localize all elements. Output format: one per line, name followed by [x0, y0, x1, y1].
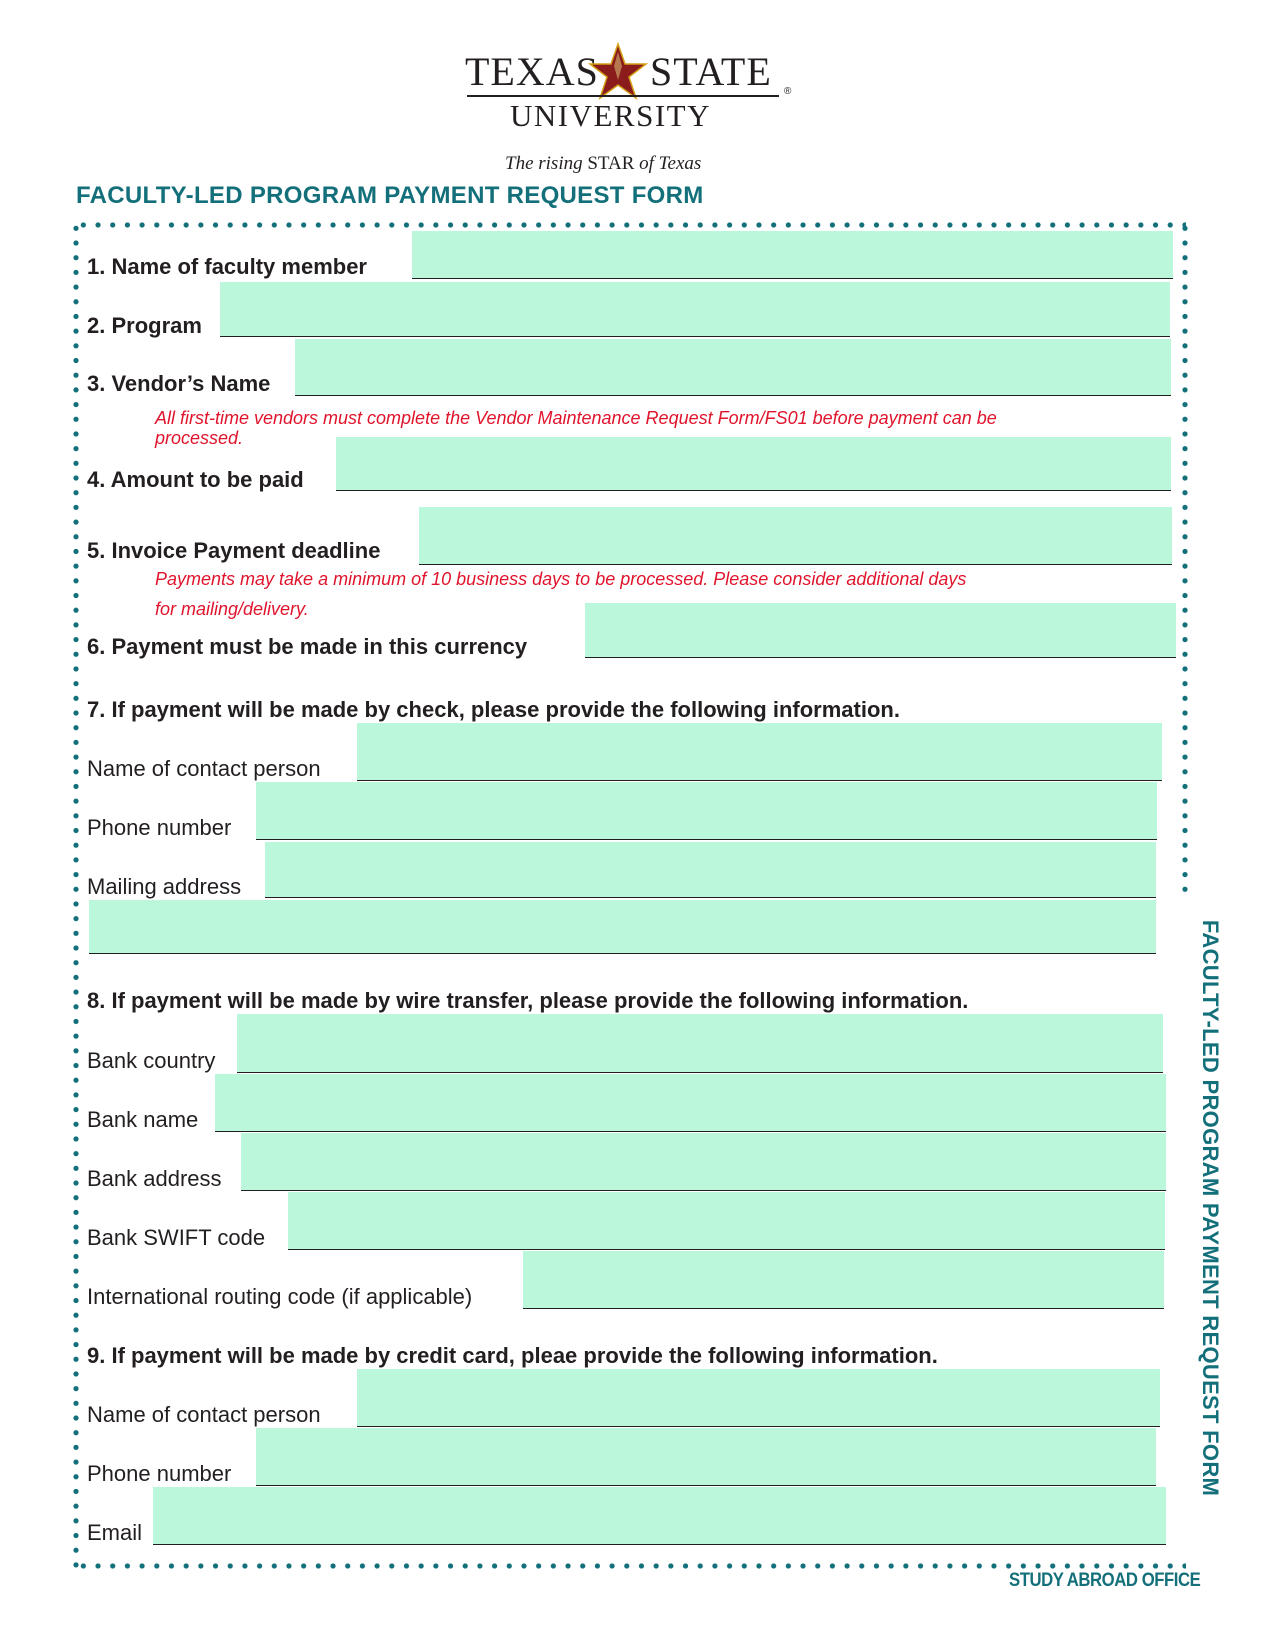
check-address-label: Mailing address [87, 874, 242, 899]
logo-state-text: STATE [650, 49, 772, 94]
credit-contact-field[interactable] [357, 1369, 1160, 1427]
bank-name-label: Bank name [87, 1107, 199, 1132]
check-contact-field[interactable] [357, 723, 1162, 781]
credit-phone-field[interactable] [256, 1428, 1156, 1486]
faculty-member-field[interactable] [412, 231, 1173, 279]
vendor-name-field[interactable] [295, 339, 1171, 396]
check-phone-field[interactable] [256, 782, 1157, 840]
logo-rule [467, 95, 779, 97]
routing-code-field[interactable] [523, 1251, 1164, 1309]
check-address-field[interactable] [265, 842, 1156, 898]
vendor-name-label: 3. Vendor’s Name [87, 371, 271, 396]
deadline-field[interactable] [419, 507, 1172, 565]
credit-email-field[interactable] [153, 1487, 1166, 1545]
deadline-note-line2: for mailing/delivery. [155, 599, 309, 619]
bank-country-label: Bank country [87, 1048, 216, 1073]
bank-swift-label: Bank SWIFT code [87, 1225, 266, 1250]
credit-contact-label: Name of contact person [87, 1402, 321, 1427]
form-title: FACULTY-LED PROGRAM PAYMENT REQUEST FORM [76, 182, 704, 209]
frame-border-left [72, 221, 80, 1570]
currency-label: 6. Payment must be made in this currency [87, 634, 528, 659]
bank-country-field[interactable] [237, 1014, 1163, 1073]
faculty-member-label: 1. Name of faculty member [87, 254, 367, 279]
logo-texas-text: TEXAS [465, 49, 599, 94]
deadline-label: 5. Invoice Payment deadline [87, 538, 381, 563]
amount-label: 4. Amount to be paid [87, 467, 304, 492]
star-icon [588, 42, 648, 102]
check-heading: 7. If payment will be made by check, please provide the following information. [87, 697, 900, 722]
program-field[interactable] [220, 282, 1170, 337]
bank-swift-field[interactable] [288, 1192, 1165, 1250]
bank-address-field[interactable] [241, 1133, 1166, 1191]
check-contact-label: Name of contact person [87, 756, 321, 781]
currency-field[interactable] [585, 603, 1176, 658]
amount-field[interactable] [336, 437, 1171, 491]
logo-university-text: UNIVERSITY [510, 98, 711, 133]
bank-name-field[interactable] [215, 1074, 1166, 1132]
frame-border-top [76, 221, 1186, 229]
routing-code-label: International routing code (if applicable) [87, 1284, 473, 1309]
vendor-note-line2: processed. [155, 428, 244, 448]
university-logo [0, 40, 1275, 180]
check-phone-label: Phone number [87, 815, 232, 840]
credit-phone-label: Phone number [87, 1461, 232, 1486]
vendor-note: All first-time vendors must complete the Vendor Maintenance Request Form/FS01 before payment can be [155, 408, 997, 428]
frame-border-right [1181, 221, 1189, 896]
footer-office: STUDY ABROAD OFFICE [1009, 1570, 1201, 1591]
credit-email-label: Email [87, 1520, 143, 1545]
credit-heading: 9. If payment will be made by credit card, pleae provide the following information. [87, 1343, 938, 1368]
check-address-field-line2[interactable] [89, 900, 1156, 954]
logo-tagline: The rising STAR of Texas [505, 153, 702, 174]
bank-address-label: Bank address [87, 1166, 222, 1191]
program-label: 2. Program [87, 313, 202, 338]
frame-border-bottom [76, 1562, 1186, 1570]
side-title: FACULTY-LED PROGRAM PAYMENT REQUEST FORM [1198, 919, 1223, 1497]
wire-heading: 8. If payment will be made by wire transfer, please provide the following information. [87, 988, 969, 1013]
registered-mark: ® [784, 86, 792, 97]
deadline-note: Payments may take a minimum of 10 business days to be processed. Please consider additional days [155, 569, 967, 589]
